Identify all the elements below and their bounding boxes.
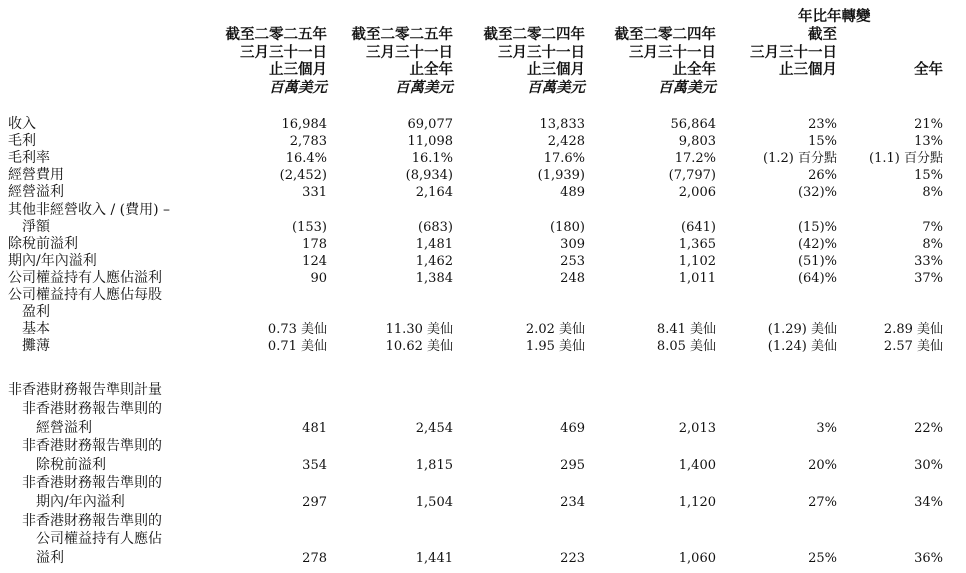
table-cell: 90	[310, 270, 327, 286]
table-cell: 15%	[808, 134, 837, 150]
row-label: 溢利	[8, 549, 64, 566]
table-row	[0, 236, 966, 253]
table-cell: (7,797)	[668, 168, 716, 184]
row-label: 公司權益持有人應佔	[8, 531, 162, 548]
header-line: 止全年	[409, 61, 453, 78]
table-cell: 331	[302, 185, 327, 201]
table-cell: 13,833	[539, 117, 585, 132]
header-unit: 百萬美元	[269, 78, 327, 96]
row-label: 經營溢利	[8, 419, 92, 436]
table-cell: 21%	[914, 117, 943, 132]
table-cell: 309	[560, 236, 585, 252]
table-cell: (8,934)	[405, 168, 453, 184]
table-row	[0, 531, 966, 548]
table-cell: 2,006	[678, 185, 716, 201]
table-cell: 1,400	[678, 457, 716, 473]
table-cell: 33%	[914, 253, 943, 269]
row-label: 經營溢利	[8, 184, 64, 201]
table-cell: 2,428	[547, 134, 585, 150]
header-col-fy-2024	[615, 26, 717, 96]
header-line: 截至	[808, 26, 837, 43]
header-line: 止三個月	[779, 61, 837, 78]
table-row	[0, 219, 966, 236]
header-line: 全年	[914, 61, 943, 78]
non-hkfrs-section-title: 非香港財務報告準則計量	[8, 382, 162, 398]
row-label: 非香港財務報告準則的	[8, 475, 162, 492]
table-cell: 23%	[808, 117, 837, 132]
row-label: 期內/年內溢利	[8, 494, 125, 510]
header-col-yoy-q	[750, 26, 837, 79]
table-cell: 69,077	[407, 117, 453, 132]
row-label: 經營費用	[8, 167, 64, 184]
table-row	[0, 438, 966, 455]
table-cell: 2,783	[289, 134, 327, 150]
table-row	[0, 401, 966, 418]
row-label: 公司權益持有人應佔每股	[8, 287, 162, 303]
table-cell: 37%	[914, 270, 943, 286]
table-cell: 26%	[808, 168, 837, 184]
row-label: 期內/年內溢利	[8, 252, 97, 269]
table-row	[0, 321, 966, 338]
table-cell: 11,098	[407, 134, 453, 150]
table-row	[0, 338, 966, 355]
table-row	[0, 420, 966, 437]
table-cell: 36%	[914, 550, 943, 566]
header-line: 止全年	[672, 61, 716, 78]
header-line: 三月三十一日	[498, 43, 585, 61]
table-cell: 178	[302, 236, 327, 252]
table-cell: 297	[302, 495, 327, 510]
row-label: 毛利率	[8, 150, 50, 167]
header-line: 三月三十一日	[629, 43, 716, 61]
table-cell: 7%	[922, 219, 943, 235]
table-cell: (1.1) 百分點	[869, 151, 943, 167]
table-cell: 0.73 美仙	[267, 322, 327, 338]
header-line: 止三個月	[527, 61, 585, 78]
header-unit: 百萬美元	[395, 78, 453, 96]
table-cell: 1,441	[415, 550, 453, 566]
table-cell: 248	[560, 270, 585, 286]
table-row	[0, 150, 966, 167]
table-cell: (64)%	[797, 270, 837, 286]
table-cell: 11.30 美仙	[385, 322, 453, 338]
table-cell: 2.89 美仙	[883, 322, 943, 338]
table-cell: 295	[560, 457, 585, 473]
row-label: 公司權益持有人應佔溢利	[8, 269, 162, 286]
table-cell: 1,060	[678, 550, 716, 566]
table-cell: 1,102	[678, 253, 716, 269]
table-cell: 2,454	[415, 420, 453, 436]
table-row	[0, 202, 966, 219]
table-cell: 234	[560, 495, 585, 510]
table-row	[0, 167, 966, 184]
table-cell: (683)	[418, 219, 453, 235]
table-cell: 2,013	[678, 420, 716, 436]
table-cell: (1,939)	[537, 168, 585, 184]
table-cell: 17.6%	[543, 151, 585, 167]
table-cell: 1,815	[415, 457, 453, 473]
table-cell: 56,864	[670, 117, 716, 132]
table-cell: 124	[302, 253, 327, 269]
table-row	[0, 253, 966, 270]
row-label: 收入	[8, 116, 36, 132]
table-cell: 13%	[914, 134, 943, 150]
header-line: 三月三十一日	[750, 43, 837, 61]
table-cell: 489	[560, 185, 585, 201]
header-unit: 百萬美元	[527, 78, 585, 96]
header-line: 三月三十一日	[366, 43, 453, 61]
table-cell: (51)%	[797, 253, 837, 269]
table-cell: 16.1%	[411, 151, 453, 167]
header-line: 截至二零二四年	[483, 26, 585, 43]
table-cell: 481	[302, 420, 327, 436]
table-cell: 8.05 美仙	[656, 339, 716, 355]
table-cell: 278	[302, 550, 327, 566]
table-row	[0, 457, 966, 474]
table-cell: 22%	[914, 420, 943, 436]
table-cell: (180)	[550, 219, 585, 235]
table-row	[0, 550, 966, 567]
row-label: 除稅前溢利	[8, 456, 106, 473]
header-line: 截至二零二四年	[614, 26, 716, 43]
table-cell: 469	[560, 420, 585, 436]
row-label: 其他非經營收入 / (費用) –	[8, 201, 170, 218]
table-cell: 354	[302, 457, 327, 473]
table-cell: (1.2) 百分點	[763, 151, 837, 167]
table-row	[0, 133, 966, 150]
table-row	[0, 475, 966, 492]
table-cell: (15)%	[797, 219, 837, 235]
table-cell: 30%	[914, 457, 943, 473]
table-cell: 1,365	[678, 236, 716, 252]
table-cell: 17.2%	[674, 151, 716, 167]
table-cell: 3%	[816, 420, 837, 436]
row-label: 非香港財務報告準則的	[8, 512, 162, 529]
table-cell: (641)	[681, 219, 716, 235]
header-line: 三月三十一日	[240, 43, 327, 61]
table-cell: 34%	[914, 495, 943, 510]
table-cell: 2,164	[415, 185, 453, 201]
table-row	[0, 304, 966, 321]
table-cell: 2.57 美仙	[883, 339, 943, 355]
table-row	[0, 116, 966, 133]
table-cell: 10.62 美仙	[385, 339, 453, 355]
table-row	[0, 184, 966, 201]
table-cell: 15%	[914, 168, 943, 184]
header-col-q-2025	[226, 26, 328, 96]
header-col-fy-2025	[352, 26, 454, 96]
table-cell: 25%	[808, 550, 837, 566]
table-cell: 8%	[922, 236, 943, 252]
table-cell: 1,481	[415, 236, 453, 252]
table-cell: (1.29) 美仙	[767, 322, 837, 338]
header-col-q-2024	[484, 26, 586, 96]
header-line: 截至二零二五年	[225, 26, 327, 43]
table-cell: 1,504	[415, 495, 453, 510]
table-cell: 223	[560, 550, 585, 566]
row-label: 攤薄	[8, 338, 50, 355]
table-row	[0, 513, 966, 530]
table-cell: 16,984	[281, 117, 327, 132]
table-cell: (42)%	[797, 236, 837, 252]
header-line: 止三個月	[269, 61, 327, 78]
table-cell: (2,452)	[279, 168, 327, 184]
table-cell: 8.41 美仙	[656, 322, 716, 338]
row-label: 淨額	[8, 218, 50, 235]
table-row	[0, 494, 966, 511]
table-cell: 8%	[922, 185, 943, 201]
table-cell: 16.4%	[285, 151, 327, 167]
header-line: 截至二零二五年	[351, 26, 453, 43]
row-label: 盈利	[8, 304, 50, 321]
table-cell: 0.71 美仙	[267, 339, 327, 355]
table-cell: 27%	[808, 495, 837, 510]
table-cell: (32)%	[797, 185, 837, 201]
header-yoy-title: 年比年轉變	[798, 8, 871, 25]
table-cell: 9,803	[678, 134, 716, 150]
table-cell: 1,384	[415, 270, 453, 286]
table-cell: (153)	[292, 219, 327, 235]
table-cell: (1.24) 美仙	[767, 339, 837, 355]
row-label: 非香港財務報告準則的	[8, 401, 162, 417]
table-row	[0, 270, 966, 287]
table-cell: 253	[560, 253, 585, 269]
table-cell: 2.02 美仙	[525, 322, 585, 338]
table-cell: 1,120	[678, 495, 716, 510]
header-col-yoy-fy	[914, 61, 943, 79]
table-cell: 1,462	[415, 253, 453, 269]
row-label: 除稅前溢利	[8, 235, 78, 252]
header-unit: 百萬美元	[658, 78, 716, 96]
row-label: 毛利	[8, 133, 36, 150]
row-label: 非香港財務報告準則的	[8, 438, 162, 455]
table-row	[0, 287, 966, 304]
row-label: 基本	[8, 321, 50, 338]
table-cell: 1,011	[678, 270, 716, 286]
table-cell: 1.95 美仙	[525, 339, 585, 355]
table-cell: 20%	[808, 457, 837, 473]
